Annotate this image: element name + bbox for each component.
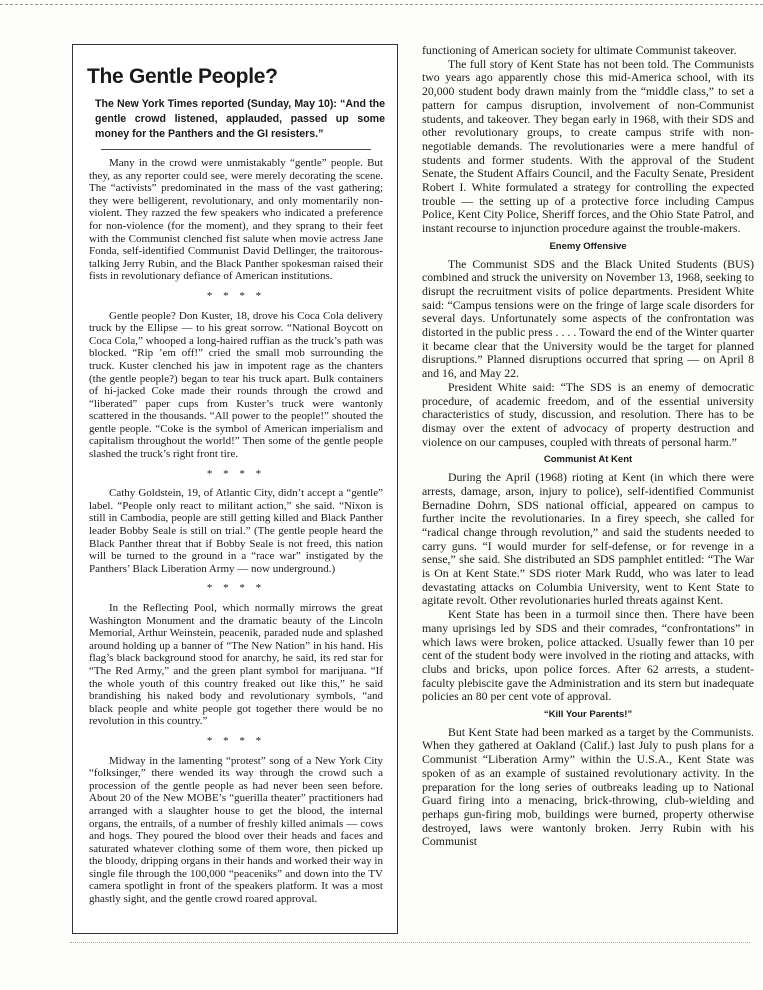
main-column (422, 44, 754, 849)
lede-rule (101, 149, 371, 150)
body-paragraph: Kent State has been in a turmoil since then. There have been many uprisings led by SDS and their comrades, “confrontations” in which laws were broken, police attacked. Usually fewer than 10 per cent of the student body were involved in the rioting and attacks, with clubs and bricks, upon police forces. After 62 arrests, a student-faculty plebiscite gave the Administration and its stern but inadequate policies an 80 per cent vote of approval. (422, 607, 754, 704)
sidebar-body (89, 157, 383, 915)
section-separator: * * * * (206, 289, 266, 302)
sidebar-paragraph: Midway in the lamenting “protest” song of a New York City “folksinger,” there wended its way through the crowd such a procession of the gentle people as had never been seen before. About 20 of the New MOBE’s “guerilla theater” practitioners had arranged with a slaughter house to get the blood, the internal organs, the entrails, of a number of freshly killed animals — cows and hogs. They poured the blood over their heads and faces and saturated whatever clothing some of them wore, then picked up the bloody, dripping organs in their hands and worked their way in single file through the 100,000 “peaceniks” and down into the TV camera spotlight in front of the speakers platform. It was a most ghastly sight, and the gentle crowd roared approval. (89, 754, 383, 906)
lede-quote: The New York Times reported (Sunday, May 10): “And the gentle crowd listened, applauded, passed up some money for the Panthers and the GI resisters.” (95, 98, 385, 140)
top-border (0, 4, 763, 5)
body-paragraph: The Communist SDS and the Black United Students (BUS) combined and struck the university on November 13, 1968, seeking to disrupt the recruitment visits of police departments. President White said: “Campus tensions were on the fringe of large scale disorders for several days. Unfortunately some aspects of the confrontation was distorted in the public press . . . . Toward the end of the Winter quarter it became clear that the University would be the target for planned disruptions.” Planned disruptions occurred that spring — on April 8 and 16, and May 22. (422, 256, 754, 381)
body-paragraph: But Kent State had been marked as a target by the Communists. When they gathered at Oakland (Calif.) last July to push plans for a Communist “Liberation Army” within the U.S.A., Kent State was spoken of as an example of sustained revolutionary activity. In the preparation for the long series of outbreaks leading up to National Guard firing into a menacing, brick-throwing, club-wielding and perhaps gun-firing mob, buildings were burned, property otherwise destroyed, laws were wantonly broken. Jerry Rubin with his Communist (422, 724, 754, 849)
continued-paragraph: functioning of American society for ultimate Communist takeover. (422, 43, 737, 57)
body-paragraph: During the April (1968) rioting at Kent (in which there were arrests, damage, arson, injury to police), self-identified Communist Bernadine Dohrn, SDS national official, appeared on campus to further incite the revolutionaries. In a firey speech, she called for “radical change through revolution,” and said the students needed to carry guns. “I would murder for self-defense, or for revenge in a sense,” she said. She distributed an SDS pamphlet entitled: “The War is On at Kent State.” SDS rioter Mark Rudd, who was later to lead devastating attacks on Columbia University, went to Kent State to agitate revolt. Other revolutionaries hurled threats against Kent. (422, 470, 754, 608)
article-title: The Gentle People? (87, 65, 278, 88)
subheading-kill-your-parents: “Kill Your Parents!” (543, 709, 633, 721)
body-paragraph: President White said: “The SDS is an enemy of democratic procedure, of academic freedom, and of the essential university characteristics of study, discussion, and resolution. There has to be dismay over the extent of advocacy of property destruction and violence on our campuses, coupled with threats of personal harm.” (422, 379, 754, 449)
sidebar-paragraph: In the Reflecting Pool, which normally mirrows the great Washington Monument and the dramatic beauty of the Lincoln Memorial, Arthur Weinstein, peacenik, paraded nude and splashed around holding up a banner of “The New Nation” in his hand. His flag’s black background stood for anarchy, he said, its red star for “The Red Army,” and the green plant symbol for marijuana. “If the whole youth of this country freaked out like this,” he said brandishing his naked body and revolutionary symbols, “and black people and white people got together there would be no revolution in this country.” (89, 602, 383, 728)
body-paragraph: The full story of Kent State has not been told. The Communists two years ago apparently chose this mid-America school, with its 20,000 student body drawn mainly from the “middle class,” to set a pattern for campus disruption, involvement of non-Communist students, and takeover. They began early in 1968, with their SDS and other revolutionary groups, to create campus strife with non-negotiable demands. The revolutionaries were a mere handful of students and former students. With the approval of the Student Senate, the Student Affairs Council, and the Faculty Senate, President Robert I. White formulated a strategy for controlling the expected trouble — the setting up of a protective force including Campus Police, Kent City Police, Sheriff forces, and the Ohio State Patrol, and instant recourse to injunction procedure against the trouble-makers. (422, 56, 754, 236)
subheading-enemy-offensive: Enemy Offensive (549, 240, 627, 252)
sidebar-paragraph: Many in the crowd were unmistakably “gentle” people. But they, as any reporter could see, were merely decorating the scene. The “activists” predominated in the mass of the vast gathering; they were belligerent, revolutionary, and only momentarily non-violent. They razzed the few speakers who indicated a preference for non-violence (for the moment), and they sprang to their feet with the Communist clenched fist salute when movie actress Jane Fonda, self-identified Communist David Dellinger, the traitorous-talking Jerry Rubin, and the Black Panther spokesman raised their fists in revolutionary defiance of American institutions. (89, 157, 383, 283)
section-separator: * * * * (206, 734, 266, 747)
section-separator: * * * * (206, 582, 266, 595)
sidebar-paragraph: Gentle people? Don Kuster, 18, drove his Coca Cola delivery truck by the Ellipse — to his great sorrow. “National Boycott on Coca Cola,” whooped a long-haired ruffian as the truck’s path was blocked. “Rip ’em off!” cried the small mob surrounding the truck. Kuster clenched his jaw in impotent rage as the chanters (the gentle people?) began to tear his truck apart. Bulk containers of hi-jacked Coke made their rounds through the crowd and “liberated” paper cups from Kuster’s truck were wantonly scattered in the thousands. “All power to the people!” shouted the gentle people. “Coke is the symbol of American imperialism and capitalism throughout the world!” Then some of the gentle people slashed the truck’s right front tire. (89, 309, 383, 461)
bottom-border (70, 942, 750, 943)
subheading-communist-at-kent: Communist At Kent (543, 454, 633, 466)
sidebar-paragraph: Cathy Goldstein, 19, of Atlantic City, didn’t accept a “gentle” label. “People only react to militant action,” she said. “Nixon is still in Cambodia, people are still getting killed and Black Panther leader Bobby Seale is still on trial.” (The gentle people heard the Black Panther threat that if Bobby Seale is not freed, this nation will be turned to the ground in a “race war” instigated by the Panthers’ Black Liberation Army — now underground.) (89, 487, 383, 575)
section-separator: * * * * (206, 467, 266, 480)
sidebar-box (72, 44, 398, 934)
